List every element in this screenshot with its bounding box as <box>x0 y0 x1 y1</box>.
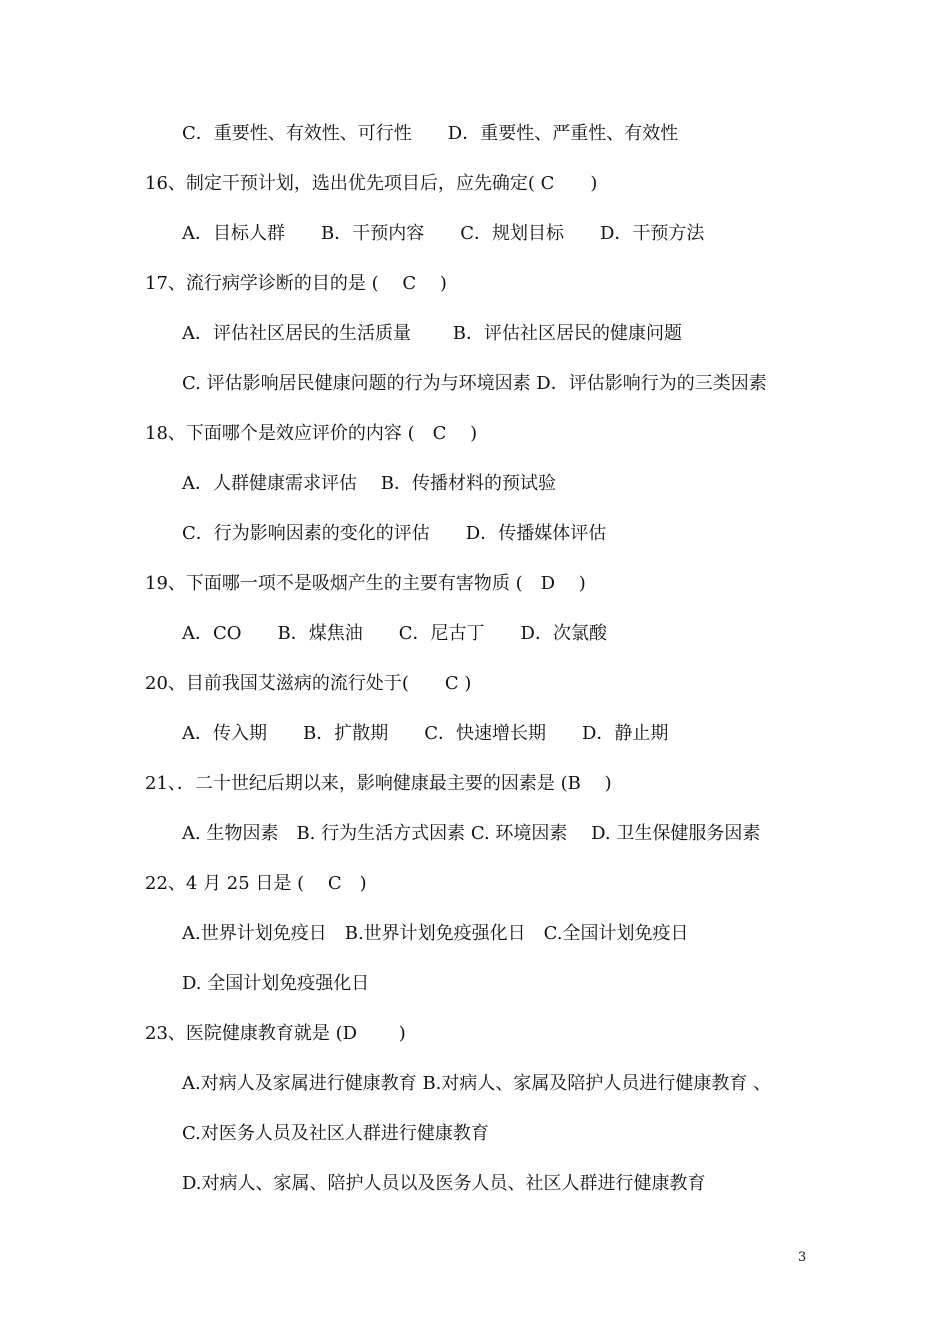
option-line-23-d: D.对病人、家属、陪护人员以及医务人员、社区人群进行健康教育 <box>182 1173 706 1194</box>
option-line-22-abc: A.世界计划免疫日 B.世界计划免疫强化日 C.全国计划免疫日 <box>182 923 689 944</box>
option-line-18-ab: A．人群健康需求评估 B．传播材料的预试验 <box>182 473 556 494</box>
question-19: 19、下面哪一项不是吸烟产生的主要有害物质 ( D ) <box>145 573 586 594</box>
question-23: 23、医院健康教育就是 (D ) <box>145 1023 406 1044</box>
option-line-22-d: D. 全国计划免疫强化日 <box>182 973 370 994</box>
question-16: 16、制定干预计划，选出优先项目后，应先确定( C ) <box>145 173 598 194</box>
option-line-20: A．传入期 B．扩散期 C．快速增长期 D．静止期 <box>182 723 669 744</box>
option-line-15-cd: C．重要性、有效性、可行性 D．重要性、严重性、有效性 <box>182 123 679 144</box>
option-line-21: A. 生物因素 B. 行为生活方式因素 C. 环境因素 D. 卫生保健服务因素 <box>182 823 761 844</box>
question-20: 20、目前我国艾滋病的流行处于( C ) <box>145 673 472 694</box>
question-17: 17、流行病学诊断的目的是 ( C ) <box>145 273 447 294</box>
option-line-23-c: C.对医务人员及社区人群进行健康教育 <box>182 1123 489 1144</box>
question-22: 22、4 月 25 日是 ( C ) <box>145 873 367 894</box>
option-line-23-ab: A.对病人及家属进行健康教育 B.对病人、家属及陪护人员进行健康教育 、 <box>182 1073 772 1094</box>
option-line-18-cd: C．行为影响因素的变化的评估 D．传播媒体评估 <box>182 523 607 544</box>
page-number: 3 <box>798 1250 807 1265</box>
option-line-17-cd: C. 评估影响居民健康问题的行为与环境因素 D．评估影响行为的三类因素 <box>182 373 767 394</box>
option-line-19: A．CO B．煤焦油 C．尼古丁 D．次氯酸 <box>182 623 607 644</box>
question-18: 18、下面哪个是效应评价的内容 ( C ) <box>145 423 478 444</box>
option-line-16: A．目标人群 B．干预内容 C．规划目标 D．干预方法 <box>182 223 705 244</box>
option-line-17-ab: A．评估社区居民的生活质量 B．评估社区居民的健康问题 <box>182 323 682 344</box>
question-21: 21、．二十世纪后期以来，影响健康最主要的因素是 (B ) <box>145 773 612 794</box>
